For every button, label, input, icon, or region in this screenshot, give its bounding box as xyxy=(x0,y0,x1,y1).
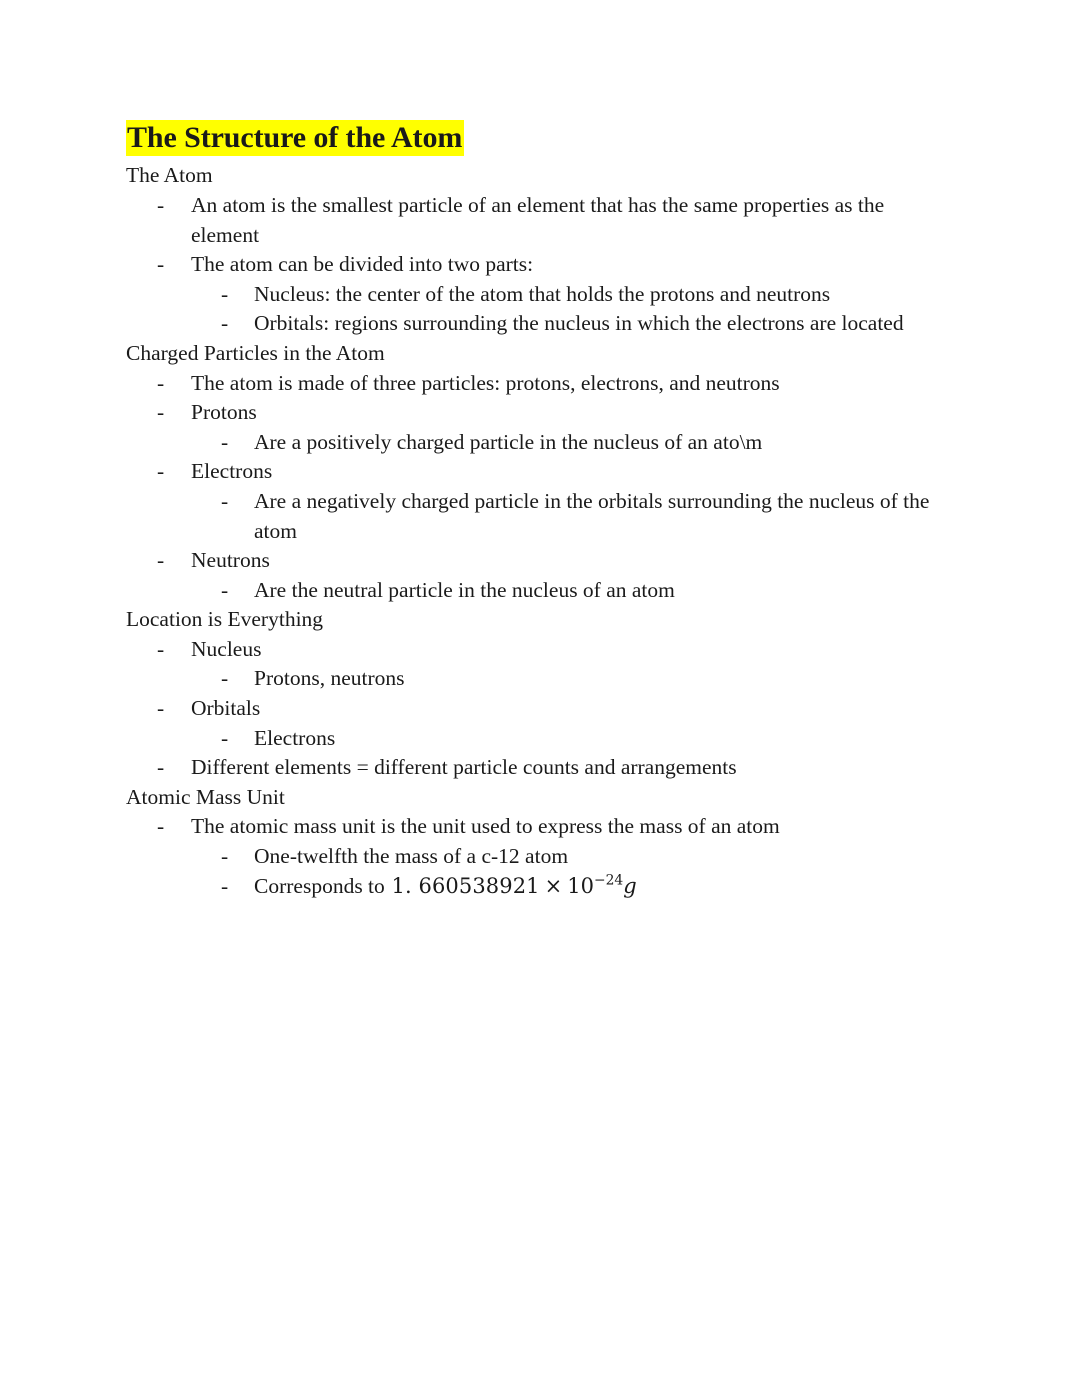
list-item-math xyxy=(126,872,954,902)
list-item xyxy=(126,428,954,458)
list-item xyxy=(126,487,954,546)
bullet-dash-icon: - xyxy=(221,281,229,306)
list-item xyxy=(126,309,954,339)
list-item-text: Electrons xyxy=(191,459,273,484)
list-item xyxy=(126,398,954,428)
list-item-text: Electrons xyxy=(254,725,336,750)
list-item xyxy=(126,842,954,872)
bullet-dash-icon: - xyxy=(157,400,165,425)
list-item xyxy=(126,724,954,754)
math-operator-times: × xyxy=(544,873,563,898)
math-base: 10 xyxy=(567,873,594,898)
list-item-text: Nucleus: the center of the atom that holds the protons and neutrons xyxy=(254,281,831,306)
section-heading-location-is-everything: Location is Everything xyxy=(126,607,324,632)
bullet-dash-icon: - xyxy=(221,577,229,602)
list-item xyxy=(126,457,954,487)
bullet-dash-icon: - xyxy=(221,311,229,336)
section-heading-the-atom: The Atom xyxy=(126,163,213,188)
list-item-text: Nucleus xyxy=(191,636,262,661)
list-item-text: Orbitals xyxy=(191,696,261,721)
section-heading-charged-particles: Charged Particles in the Atom xyxy=(126,340,385,365)
math-lead-text: Corresponds to xyxy=(254,873,385,898)
bullet-dash-icon: - xyxy=(157,459,165,484)
list-item xyxy=(126,250,954,280)
bullet-dash-icon: - xyxy=(157,192,165,217)
math-item-text xyxy=(254,872,954,902)
list-item-text: Are a positively charged particle in the nucleus of an ato\m xyxy=(254,429,763,454)
list-item-text: Protons xyxy=(191,400,257,425)
section-heading-atomic-mass-unit: Atomic Mass Unit xyxy=(126,784,285,809)
list-item xyxy=(126,546,954,576)
bullet-dash-icon: - xyxy=(221,488,229,513)
list-item xyxy=(126,812,954,842)
list-item-text: The atom is made of three particles: protons, electrons, and neutrons xyxy=(191,370,780,395)
list-item xyxy=(126,191,954,250)
list-item xyxy=(126,664,954,694)
math-mantissa: 1. 660538921 xyxy=(391,873,540,898)
bullet-dash-icon: - xyxy=(221,429,229,454)
list-item xyxy=(126,753,954,783)
bullet-dash-icon: - xyxy=(157,814,165,839)
list-item-text: Orbitals: regions surrounding the nucleus in which the electrons are located xyxy=(254,311,904,336)
outline-body xyxy=(126,161,954,901)
bullet-dash-icon: - xyxy=(157,548,165,573)
bullet-dash-icon: - xyxy=(157,696,165,721)
page-title xyxy=(126,120,954,155)
list-item-text: The atomic mass unit is the unit used to express the mass of an atom xyxy=(191,814,780,839)
list-item-text: Protons, neutrons xyxy=(254,666,405,691)
bullet-dash-icon: - xyxy=(157,636,165,661)
list-item-text: Are the neutral particle in the nucleus of an atom xyxy=(254,577,675,602)
list-item xyxy=(126,694,954,724)
bullet-dash-icon: - xyxy=(157,755,165,780)
math-exponent: −24 xyxy=(594,872,624,889)
list-item-text: One-twelfth the mass of a c-12 atom xyxy=(254,844,569,869)
bullet-dash-icon: - xyxy=(221,873,229,898)
bullet-dash-icon: - xyxy=(157,252,165,277)
list-item-text: Different elements = different particle counts and arrangements xyxy=(191,755,737,780)
math-expression xyxy=(385,874,637,898)
list-item-text: The atom can be divided into two parts: xyxy=(191,252,534,277)
bullet-dash-icon: - xyxy=(221,725,229,750)
page-title-highlight: The Structure of the Atom xyxy=(127,121,463,154)
bullet-dash-icon: - xyxy=(157,370,165,395)
list-item-text: Neutrons xyxy=(191,548,270,573)
math-unit: g xyxy=(623,873,637,898)
list-item xyxy=(126,635,954,665)
bullet-dash-icon: - xyxy=(221,844,229,869)
bullet-dash-icon: - xyxy=(221,666,229,691)
list-item xyxy=(126,280,954,310)
list-item xyxy=(126,369,954,399)
list-item-text: An atom is the smallest particle of an element that has the same properties as the element xyxy=(191,192,885,247)
list-item-text: Are a negatively charged particle in the orbitals surrounding the nucleus of the atom xyxy=(254,488,930,543)
list-item xyxy=(126,576,954,606)
